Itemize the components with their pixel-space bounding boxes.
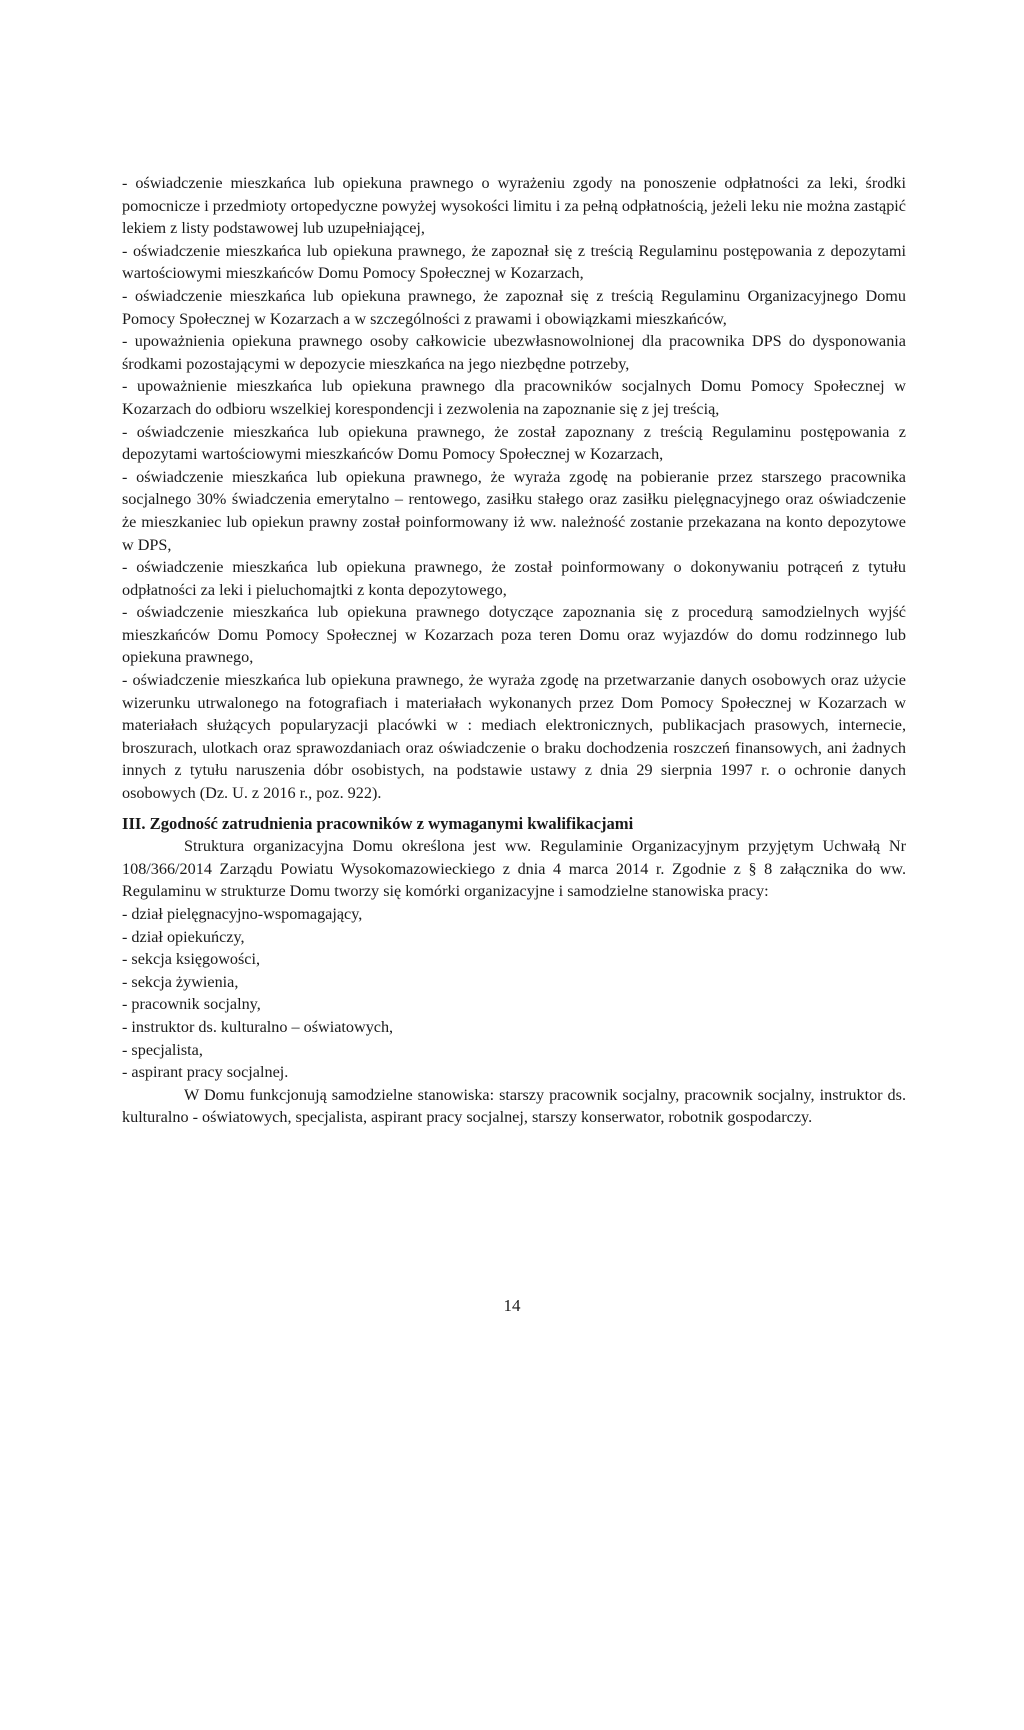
paragraph-8: - oświadczenie mieszkańca lub opiekuna prawnego, że został poinformowany o dokonywaniu potrąceń z tytułu odpłatności za leki i pieluchomajtki z konta depozytowego, (122, 558, 906, 599)
paragraph-2: - oświadczenie mieszkańca lub opiekuna prawnego, że zapoznał się z treścią Regulaminu postępowania z depozytami wartościowymi mieszkańców Domu Pomocy Społecznej w Kozarzach, (122, 241, 906, 283)
list-item: - sekcja księgowości, (122, 950, 261, 969)
list-item: - sekcja żywienia, (122, 972, 239, 991)
paragraph-6: - oświadczenie mieszkańca lub opiekuna prawnego, że został zapoznany z treścią Regulaminu postępowania z depozytami wartościowymi mieszkańców Domu Pomocy Społecznej w Kozarzach, (122, 422, 906, 464)
paragraph-7: - oświadczenie mieszkańca lub opiekuna prawnego, że wyraża zgodę na pobieranie przez starszego pracownika socjalnego 30% świadczenia emerytalno – rentowego, zasiłku stałego oraz zasiłku pielęgnacyjnego oraz oświadczenie że mieszkaniec lub opiekun prawny został poinformowany iż ww. należność zostanie przekazana na konto depozytowe w DPS, (122, 467, 906, 554)
paragraph-5: - upoważnienie mieszkańca lub opiekuna prawnego dla pracowników socjalnych Domu Pomocy Społecznej w Kozarzach do odbioru wszelkiej korespondencji i zezwolenia na zapoznanie się z jej treścią, (122, 377, 906, 418)
paragraph-9: - oświadczenie mieszkańca lub opiekuna prawnego dotyczące zapoznania się z procedurą samodzielnych wyjść mieszkańców Domu Pomocy Społecznej w Kozarzach poza teren Domu oraz wyjazdów do domu rodzinnego lub opiekuna prawnego, (122, 603, 906, 667)
units-list (122, 903, 906, 1084)
list-item: - aspirant pracy socjalnej. (122, 1063, 289, 1082)
list-item: - instruktor ds. kulturalno – oświatowych, (122, 1017, 394, 1036)
list-item: - specjalista, (122, 1040, 203, 1059)
section-intro: Struktura organizacyjna Domu określona jest ww. Regulaminie Organizacyjnym przyjętym Uchwałą Nr 108/366/2014 Zarządu Powiatu Wysokomazowieckiego z dnia 4 marca 2014 r. Zgodnie z § 8 załącznika do ww. Regulaminu w strukturze Domu tworzy się komórki organizacyjne i samodzielne stanowiska pracy: (122, 837, 906, 901)
list-item: - dział pielęgnacyjno-wspomagający, (122, 905, 363, 923)
list-item: - dział opiekuńczy, (122, 927, 245, 946)
list-item: - pracownik socjalny, (122, 995, 261, 1014)
paragraph-3: - oświadczenie mieszkańca lub opiekuna prawnego, że zapoznał się z treścią Regulaminu Organizacyjnego Domu Pomocy Społecznej w Kozarzach a w szczególności z prawami i obowiązkami mieszkańców, (122, 286, 906, 328)
paragraph-4: - upoważnienia opiekuna prawnego osoby całkowicie ubezwłasnowolnionej dla pracownika DPS do dysponowania środkami pozostającymi w depozycie mieszkańca na jego niezbędne potrzeby, (122, 332, 906, 373)
section-heading: III. Zgodność zatrudnienia pracowników z wymaganymi kwalifikacjami (122, 813, 634, 833)
paragraph-1: - oświadczenie mieszkańca lub opiekuna prawnego o wyrażeniu zgody na ponoszenie odpłatności za leki, środki pomocnicze i przedmioty ortopedyczne powyżej wysokości limitu i za pełną odpłatnością, jeżeli leku nie można zastąpić lekiem z listy podstawowej lub uzupełniającej, (122, 174, 906, 238)
document-body (122, 172, 906, 1129)
page-number: 14 (503, 1296, 521, 1315)
paragraph-10: - oświadczenie mieszkańca lub opiekuna prawnego, że wyraża zgodę na przetwarzanie danych osobowych oraz użycie wizerunku utrwalonego na fotografiach i materiałach wykonanych przez Dom Pomocy Społecznej w Kozarzach w materiałach służących popularyzacji placówki w : mediach elektronicznych, publikacjach prasowych, internecie, broszurach, ulotkach oraz sprawozdaniach oraz oświadczenie o braku dochodzenia roszczeń finansowych, ani żadnych innych z tytułu naruszenia dóbr osobistych, na podstawie ustawy z dnia 29 sierpnia 1997 r. o ochronie danych osobowych (Dz. U. z 2016 r., poz. 922). (122, 671, 906, 803)
closing-paragraph: W Domu funkcjonują samodzielne stanowiska: starszy pracownik socjalny, pracownik socjalny, instruktor ds. kulturalno - oświatowych, specjalista, aspirant pracy socjalnej, starszy konserwator, robotnik gospodarczy. (122, 1085, 906, 1127)
